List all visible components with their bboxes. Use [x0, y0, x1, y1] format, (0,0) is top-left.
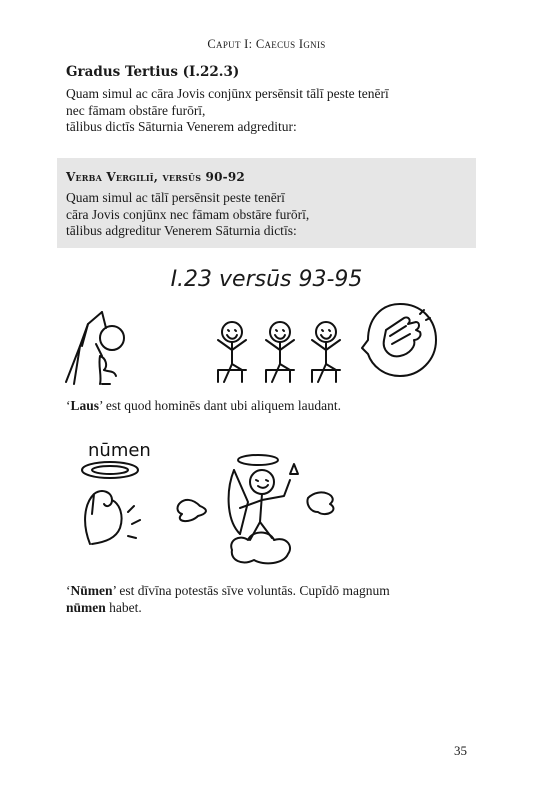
vergil-paragraph [66, 190, 309, 240]
caption-text: est quod hominēs dant ubi aliquem laudant. [102, 398, 341, 413]
paragraph-line: Quam simul ac cāra Jovis conjūnx persēnsit tālī peste tenērī [66, 86, 389, 101]
verse-heading: I.23 versūs 93-95 [170, 267, 363, 292]
close-quote: ’ [112, 583, 117, 598]
cheering-crowd-illustration [210, 318, 350, 390]
paragraph-line: cāra Jovis conjūnx nec fāmam obstāre furōrī, [66, 206, 310, 222]
latin-paragraph [66, 86, 389, 136]
caption-line [66, 583, 390, 600]
open-quote: ‘ [66, 398, 71, 413]
laus-caption [66, 398, 341, 415]
cupid-illustration [170, 450, 350, 570]
caption-line [66, 600, 390, 617]
box-heading: Verba Vergiliī, versūs 90-92 [66, 170, 245, 184]
page-number: 35 [454, 743, 467, 758]
term-numen-inline: nūmen [66, 599, 106, 615]
bowing-man-illustration [62, 306, 132, 388]
numen-drawing-label: nūmen [88, 440, 151, 461]
term-laus: Laus [70, 398, 100, 413]
clapping-hands-icon [360, 300, 440, 380]
close-quote: ’ [99, 398, 103, 413]
section-heading: Gradus Tertius (I.22.3) [66, 64, 240, 80]
running-head: Caput I: Caecus Ignis [207, 37, 326, 51]
term-numen: Nūmen [70, 583, 113, 598]
paragraph-line: tālibus dictīs Sāturnia Venerem adgreditur: [66, 119, 297, 134]
numen-illustration [72, 434, 172, 554]
paragraph-line: tālibus adgreditur Venerem Sāturnia dictīs: [66, 223, 297, 238]
paragraph-line: nec fāmam obstāre furōrī, [66, 102, 206, 118]
open-quote: ‘ [66, 583, 71, 598]
paragraph-line: Quam simul ac tālī persēnsit peste tenērī [66, 190, 285, 205]
caption-text: habet. [105, 599, 142, 615]
caption-text: est dīvīna potestās sīve voluntās. Cupīdō magnum [116, 583, 390, 598]
numen-caption [66, 583, 390, 616]
